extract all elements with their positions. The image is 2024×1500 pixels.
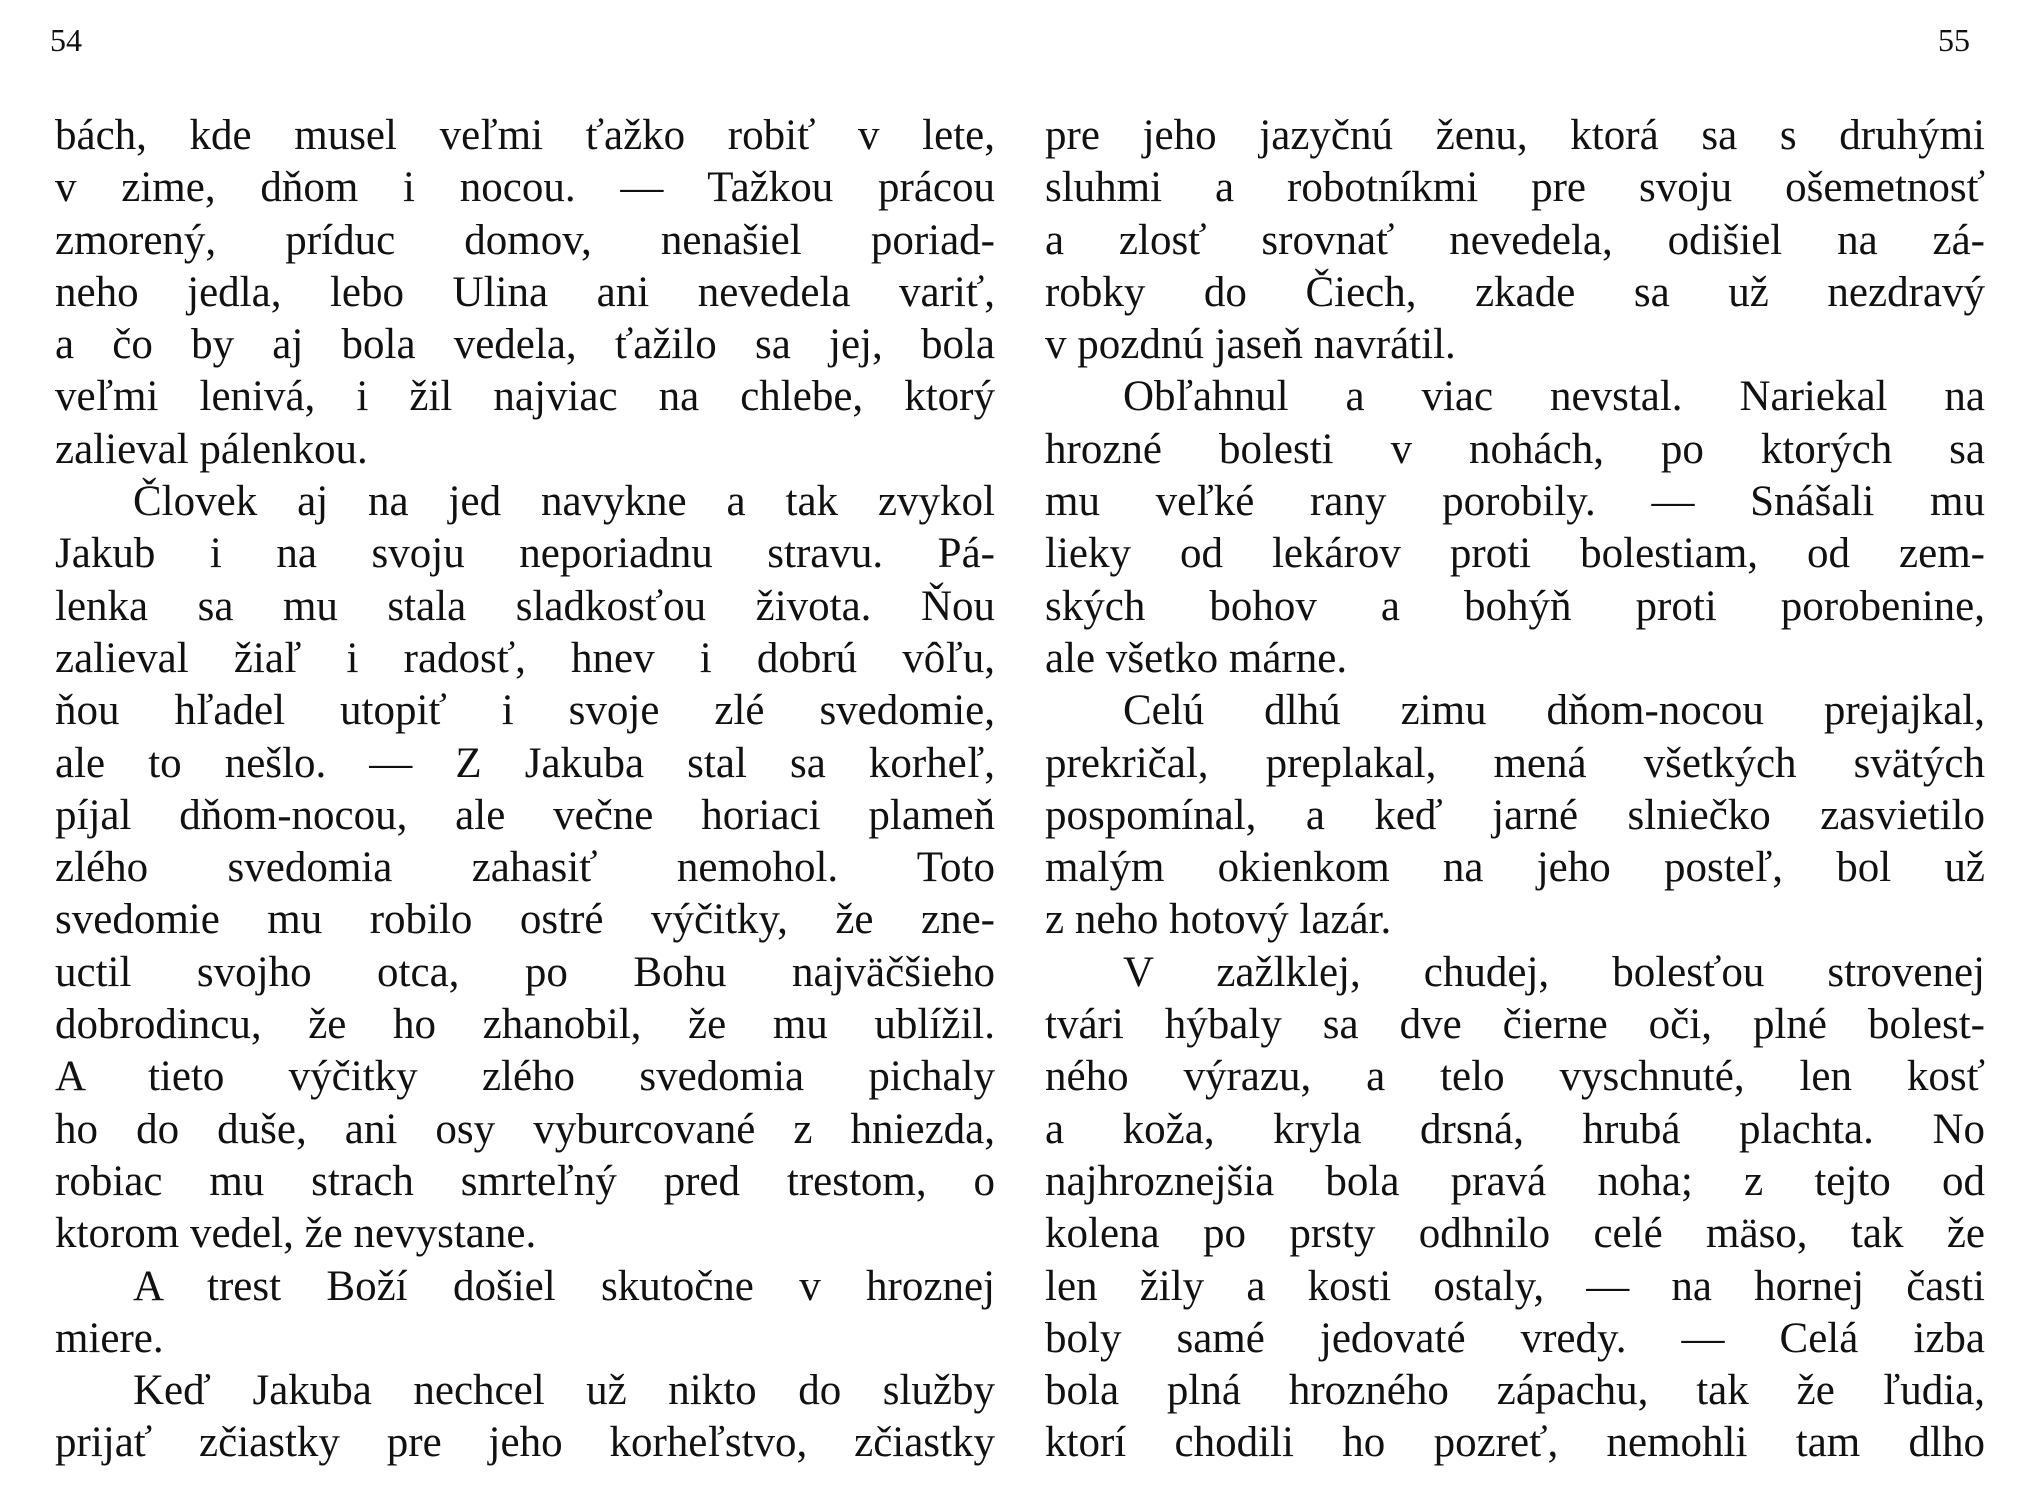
text-line: mu veľké rany porobily. — Snášali mu bbox=[1045, 478, 1985, 526]
text-line: ňou hľadel utopiť i svoje zlé svedomie, bbox=[55, 687, 995, 735]
left-page-text bbox=[55, 110, 995, 1470]
text-line: prekričal, preplakal, mená všetkých svätých bbox=[1045, 739, 1985, 787]
text-line: a koža, kryla drsná, hrubá plachta. No bbox=[1045, 1105, 1985, 1153]
text-line: ských bohov a bohýň proti porobenine, bbox=[1045, 582, 1985, 630]
text-line: hrozné bolesti v nohách, po ktorých sa bbox=[1045, 425, 1985, 473]
text-line: Jakub i na svoju neporiadnu stravu. Pá- bbox=[55, 530, 995, 578]
text-line: a čo by aj bola vedela, ťažilo sa jej, bola bbox=[55, 321, 995, 369]
text-line: pospomínal, a keď jarné slniečko zasvietilo bbox=[1045, 791, 1985, 839]
text-line: ného výrazu, a telo vyschnuté, len kosť bbox=[1045, 1053, 1985, 1101]
text-line: ale všetko márne. bbox=[1045, 634, 1348, 682]
right-page-text bbox=[1045, 110, 1985, 1470]
text-line: zalieval pálenkou. bbox=[55, 425, 368, 473]
text-line: len žily a kosti ostaly, — na hornej časti bbox=[1045, 1262, 1985, 1310]
text-line: píjal dňom-nocou, ale večne horiaci plameň bbox=[55, 791, 995, 839]
text-line: tvári hýbaly sa dve čierne oči, plné bolest- bbox=[1045, 1001, 1985, 1049]
text-line: prijať zčiastky pre jeho korheľstvo, zčiastky bbox=[55, 1419, 995, 1467]
text-line: v pozdnú jaseň navrátil. bbox=[1045, 321, 1456, 369]
text-line: Obľahnul a viac nevstal. Nariekal na bbox=[1123, 373, 1985, 421]
text-line: lenka sa mu stala sladkosťou života. Ňou bbox=[55, 582, 995, 630]
text-line: ktorom vedel, že nevystane. bbox=[55, 1210, 537, 1258]
text-line: A tieto výčitky zlého svedomia pichaly bbox=[55, 1053, 995, 1101]
text-line: robiac mu strach smrteľný pred trestom, o bbox=[55, 1157, 995, 1205]
text-line: zalieval žiaľ i radosť, hnev i dobrú vôľu, bbox=[55, 634, 995, 682]
text-line: z neho hotový lazár. bbox=[1045, 896, 1392, 944]
text-line: svedomie mu robilo ostré výčitky, že zne- bbox=[55, 896, 995, 944]
text-line: boly samé jedovaté vredy. — Celá izba bbox=[1045, 1314, 1985, 1362]
text-line: bách, kde musel veľmi ťažko robiť v lete, bbox=[55, 112, 995, 159]
text-line: ale to nešlo. — Z Jakuba stal sa korheľ, bbox=[55, 739, 995, 787]
text-line: robky do Čiech, zkade sa už nezdravý bbox=[1045, 268, 1985, 316]
text-line: V zažlklej, chudej, bolesťou strovenej bbox=[1123, 948, 1985, 996]
text-line: ktorí chodili ho pozreť, nemohli tam dlho bbox=[1045, 1419, 1985, 1467]
text-line: najhroznejšia bola pravá noha; z tejto od bbox=[1045, 1157, 1985, 1205]
text-line: miere. bbox=[55, 1314, 164, 1362]
text-line: lieky od lekárov proti bolestiam, od zem- bbox=[1045, 530, 1985, 578]
text-line: kolena po prsty odhnilo celé mäso, tak že bbox=[1045, 1210, 1985, 1258]
text-line: zlého svedomia zahasiť nemohol. Toto bbox=[55, 844, 995, 892]
text-line: pre jeho jazyčnú ženu, ktorá sa s druhými bbox=[1045, 112, 1985, 159]
text-line: sluhmi a robotníkmi pre svoju ošemetnosť bbox=[1045, 164, 1985, 212]
text-line: ho do duše, ani osy vyburcované z hniezda, bbox=[55, 1105, 995, 1153]
text-line: A trest Boží došiel skutočne v hroznej bbox=[133, 1262, 995, 1310]
text-line: uctil svojho otca, po Bohu najväčšieho bbox=[55, 948, 995, 996]
text-line: a zlosť srovnať nevedela, odišiel na zá- bbox=[1045, 216, 1985, 264]
text-line: Celú dlhú zimu dňom-nocou prejajkal, bbox=[1123, 687, 1985, 735]
left-page-number: 54 bbox=[50, 22, 82, 58]
text-line: dobrodincu, že ho zhanobil, že mu ublížil. bbox=[55, 1001, 995, 1049]
text-line: zmorený, príduc domov, nenašiel poriad- bbox=[55, 216, 995, 264]
text-line: v zime, dňom i nocou. — Tažkou prácou bbox=[55, 164, 995, 212]
text-line: malým okienkom na jeho posteľ, bol už bbox=[1045, 844, 1985, 892]
right-page-number: 55 bbox=[1938, 22, 1970, 58]
text-line: veľmi lenivá, i žil najviac na chlebe, ktorý bbox=[55, 373, 995, 421]
text-line: bola plná hrozného zápachu, tak že ľudia, bbox=[1045, 1367, 1985, 1415]
text-line: neho jedla, lebo Ulina ani nevedela variť, bbox=[55, 268, 995, 316]
text-line: Človek aj na jed navykne a tak zvykol bbox=[133, 478, 995, 526]
text-line: Keď Jakuba nechcel už nikto do služby bbox=[133, 1367, 995, 1415]
